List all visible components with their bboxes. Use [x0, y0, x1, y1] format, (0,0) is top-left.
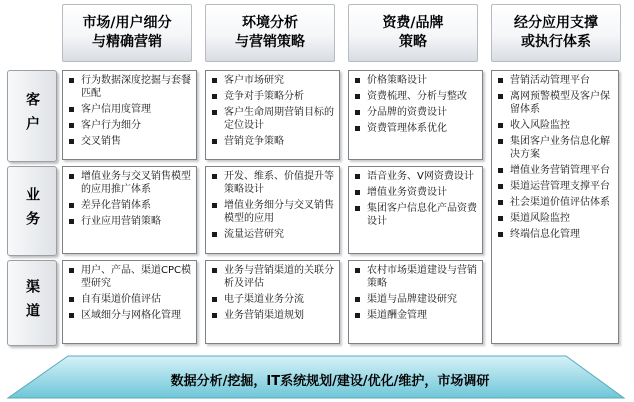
list-item: 客户生命周期营销目标的定位设计 — [210, 106, 335, 132]
list-item: 离网预警模型及客户保留体系 — [496, 90, 614, 116]
list-item: 差异化营销体系 — [67, 199, 192, 212]
list-item: 流量运营研究 — [210, 228, 335, 241]
list-item: 资费梳理、分析与整改 — [353, 90, 478, 103]
row-header-label: 渠道 — [24, 279, 40, 327]
list-item: 渠道运营管理支撑平台 — [496, 180, 614, 193]
foundation-banner-label: 数据分析/挖掘，IT系统规划/建设/优化/维护，市场调研 — [170, 374, 490, 389]
list-item: 电子渠道业务分流 — [210, 293, 335, 306]
list-item: 集团客户业务信息化解决方案 — [496, 135, 614, 161]
list-item: 交叉销售 — [67, 135, 192, 148]
list-item: 渠道酬金管理 — [353, 309, 478, 322]
list-item: 业务营销渠道规划 — [210, 309, 335, 322]
list-item: 客户市场研究 — [210, 74, 335, 87]
list-item: 业务与营销渠道的关联分析及评估 — [210, 264, 335, 290]
list-item: 社会渠道价值评估体系 — [496, 196, 614, 209]
list-item: 分品牌的资费设计 — [353, 106, 478, 119]
list-item: 营销竞争策略 — [210, 135, 335, 148]
list-item: 价格策略设计 — [353, 74, 478, 87]
column-header-label: 环境分析 与营销策略 — [235, 15, 305, 50]
list-item: 收入风险监控 — [496, 119, 614, 132]
list-item: 行业应用营销策略 — [67, 215, 192, 228]
list-item: 增值业务营销管理平台 — [496, 164, 614, 177]
list-item: 行为数据深度挖掘与套餐匹配 — [67, 74, 192, 100]
list-item: 资费管理体系优化 — [353, 122, 478, 135]
list-item: 终端信息化管理 — [496, 228, 614, 241]
list-item: 营销活动管理平台 — [496, 74, 614, 87]
list-item: 增值业务资费设计 — [353, 186, 478, 199]
list-item: 用户、产品、渠道CPC模型研究 — [67, 264, 192, 290]
row-header-label: 业务 — [24, 187, 40, 235]
list-item: 竞争对手策略分析 — [210, 90, 335, 103]
list-item: 客户行为细分 — [67, 119, 192, 132]
list-item: 开发、维系、价值提升等策略设计 — [210, 170, 335, 196]
row-header-label: 客户 — [24, 92, 40, 140]
list-item: 区域细分与网格化管理 — [67, 309, 192, 322]
column-header-label: 经分应用支撑 或执行体系 — [514, 15, 598, 50]
column-header-label: 市场/用户细分 与精确营销 — [82, 15, 172, 50]
list-item: 集团客户信息化产品资费设计 — [353, 202, 478, 228]
list-item: 增值业务与交叉销售模型的应用推广体系 — [67, 170, 192, 196]
list-item: 农村市场渠道建设与营销策略 — [353, 264, 478, 290]
list-item: 自有渠道价值评估 — [67, 293, 192, 306]
list-item: 客户信用度管理 — [67, 103, 192, 116]
list-item: 增值业务细分与交叉销售模型的应用 — [210, 199, 335, 225]
list-item: 语音业务、V网资费设计 — [353, 170, 478, 183]
column-header-label: 资费/品牌 策略 — [382, 15, 444, 50]
list-item: 渠道与品牌建设研究 — [353, 293, 478, 306]
list-item: 渠道风险监控 — [496, 212, 614, 225]
